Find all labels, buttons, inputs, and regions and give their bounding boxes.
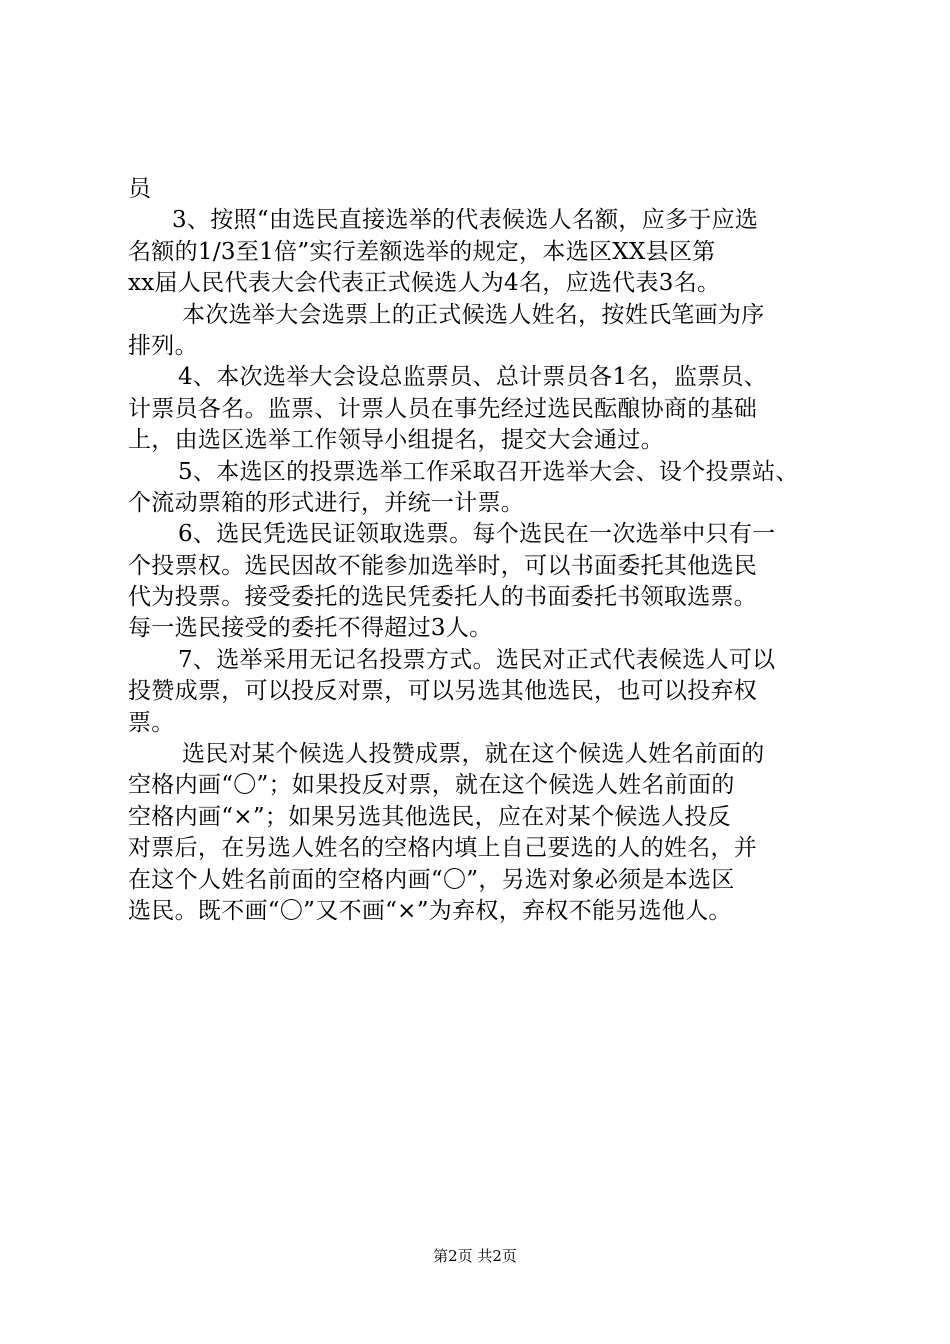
text-line: xx届人民代表大会代表正式候选人为4名，应选代表3名。 — [128, 270, 721, 297]
text-line: 本次选举大会选票上的正式候选人姓名，按姓氏笔画为序 — [182, 301, 765, 328]
text-line: 空格内画“×”；如果另选其他选民，应在对某个候选人投反 — [128, 803, 731, 830]
text-line: 5、本选区的投票选举工作采取召开选举大会、设个投票站、 — [178, 458, 799, 485]
document-body — [128, 174, 838, 927]
text-line: 每一选民接受的委托不得超过3人。 — [128, 615, 493, 642]
text-line: 在这个人姓名前面的空格内画“〇”，另选对象必须是本选区 — [128, 866, 735, 893]
text-line: 对票后，在另选人姓名的空格内填上自己要选的人的姓名，并 — [128, 835, 758, 862]
text-line: 票。 — [128, 709, 175, 736]
page-footer: 第2页 共2页 — [433, 1247, 517, 1265]
text-line: 6、选民凭选民证领取选票。每个选民在一次选举中只有一 — [178, 521, 776, 548]
text-line: 3、按照“由选民直接选举的代表候选人名额，应多于应选 — [172, 207, 759, 234]
text-line: 空格内画“〇”；如果投反对票，就在这个候选人姓名前面的 — [128, 772, 735, 799]
text-line: 7、选举采用无记名投票方式。选民对正式代表候选人可以 — [178, 646, 776, 673]
text-line: 个流动票箱的形式进行，并统一计票。 — [128, 489, 525, 516]
text-line: 选民对某个候选人投赞成票，就在这个候选人姓名前面的 — [182, 741, 765, 768]
text-line: 投赞成票，可以投反对票，可以另选其他选民，也可以投弃权 — [128, 678, 758, 705]
text-line: 4、本次选举大会设总监票员、总计票员各1名，监票员、 — [178, 364, 768, 391]
text-line: 代为投票。接受委托的选民凭委托人的书面委托书领取选票。 — [128, 584, 758, 611]
text-line: 个投票权。选民因故不能参加选举时，可以书面委托其他选民 — [128, 552, 758, 579]
text-line: 员 — [128, 176, 152, 202]
text-line: 选民。既不画“〇”又不画“×”为弃权，弃权不能另选他人。 — [128, 897, 732, 924]
text-line: 排列。 — [128, 332, 198, 359]
text-line: 上，由选区选举工作领导小组提名，提交大会通过。 — [128, 427, 664, 454]
text-line: 计票员各名。监票、计票人员在事先经过选民酝酿协商的基础 — [128, 395, 758, 422]
text-line: 名额的1/3至1倍”实行差额选举的规定，本选区XX县区第 — [128, 238, 716, 265]
